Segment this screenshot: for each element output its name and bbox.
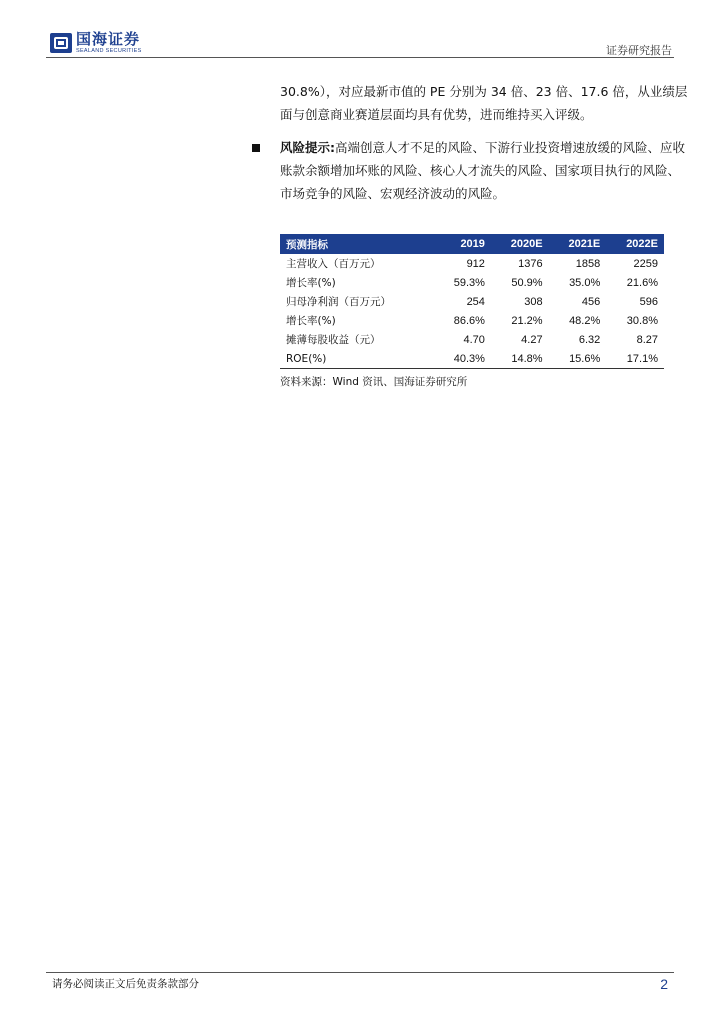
table-cell: 48.2% [569,314,601,327]
square-bullet-icon [252,144,260,152]
table-cell: 596 [639,295,658,308]
table-cell: 14.8% [491,349,549,369]
header-cell: 2022E [606,234,664,254]
table-cell: 30.8% [626,314,658,327]
report-type-label: 证券研究报告 [606,44,672,57]
table-header-row [280,234,664,254]
table-cell: 254 [466,295,485,308]
header-cell: 2021E [549,234,607,254]
table-cell: 1858 [575,257,601,270]
row-label: 主营收入（百万元） [286,258,381,270]
table-row [280,349,664,369]
row-label: ROE(%) [280,349,434,369]
risk-label: 风险提示: [280,140,335,155]
table-cell: 50.9% [511,276,543,289]
header-cell: 预测指标 [280,234,434,254]
row-label: 摊薄每股收益（元） [286,334,381,346]
logo-english-name: SEALAND SECURITIES [76,48,142,54]
risk-text: 高端创意人才不足的风险、下游行业投资增速放缓的风险、应收账款余额增加坏账的风险、核心人才流失的风险、国家项目执行的风险、市场竞争的风险、宏观经济波动的风险。 [280,140,686,201]
header-cell: 2019 [434,234,491,254]
table-row [280,330,664,349]
table-cell: 15.6% [549,349,607,369]
table-cell: 456 [581,295,601,308]
footer-disclaimer: 请务必阅读正文后免责条款部分 [52,978,199,990]
table-row [280,311,664,330]
risk-paragraph [280,136,688,205]
table-cell: 86.6% [453,314,485,327]
row-label: 归母净利润（百万元） [286,296,391,308]
header-cell: 2020E [491,234,549,254]
table-cell: 6.32 [578,333,601,346]
logo-emblem-icon [50,33,72,53]
row-label: 增长率(%) [286,277,336,289]
table-cell: 1376 [518,257,543,270]
page-header [46,30,674,58]
table-cell: 40.3% [434,349,491,369]
table-row [280,254,664,273]
table-cell: 308 [524,295,543,308]
table-row [280,273,664,292]
table-cell: 21.2% [511,314,543,327]
table-cell: 59.3% [453,276,485,289]
table-cell: 4.27 [521,333,543,346]
table-cell: 21.6% [626,276,658,289]
table-cell: 17.1% [606,349,664,369]
table-cell: 8.27 [636,333,658,346]
table-row [280,292,664,311]
valuation-paragraph: 30.8%），对应最新市值的 PE 分别为 34 倍、23 倍、17.6 倍，从业绩层面与创意商业赛道层面均具有优势，进而维持买入评级。 [280,84,688,122]
table-cell: 4.70 [463,333,485,346]
header-divider [46,57,674,58]
company-logo [50,32,142,55]
row-label: 增长率(%) [286,315,336,327]
logo-chinese-name: 国海证券 [76,30,141,48]
forecast-table [280,234,664,369]
table-source-note: 资料来源：Wind 资讯、国海证券研究所 [280,376,468,388]
table-cell: 35.0% [569,276,601,289]
table-cell: 2259 [633,257,658,270]
footer-divider [46,972,674,973]
page-number: 2 [660,976,668,992]
table-cell: 912 [466,257,485,270]
